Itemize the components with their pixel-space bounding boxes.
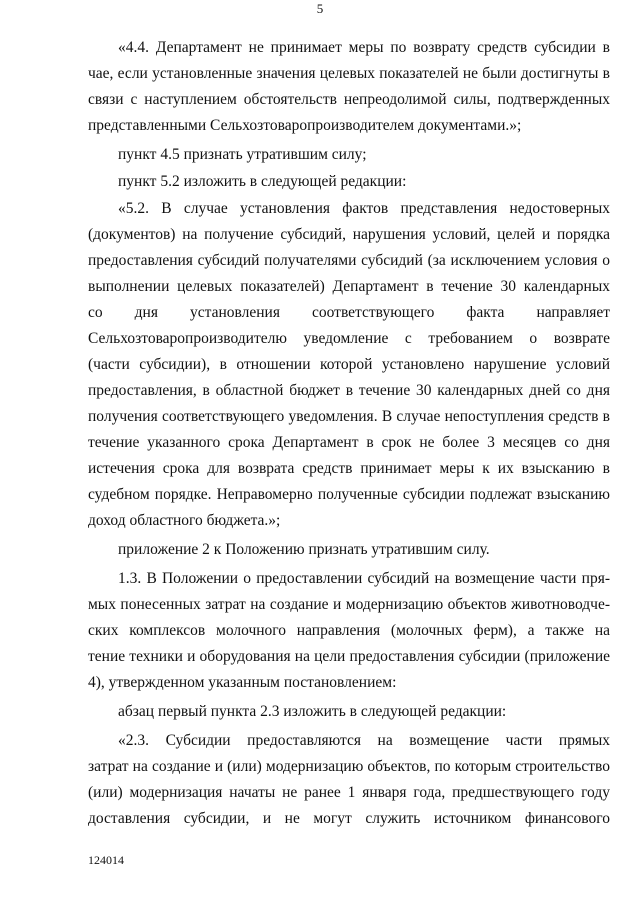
text-line: связи с наступлением обстоятельств непреодолимой силы, подтвержденных <box>88 91 610 108</box>
text-line: представленными Сельхозтоваропроизводителем документами.»; <box>88 117 522 134</box>
text-line: Сельхозтоваропроизводителю уведомление с требованием о возврате <box>88 330 610 347</box>
text-line: судебном порядке. Неправомерно полученные субсидии подлежат взысканию <box>88 486 610 503</box>
text-line: доход областного бюджета.»; <box>88 512 281 529</box>
page-number: 5 <box>316 1 324 16</box>
text-line: 4), утвержденном указанным постановлением: <box>88 674 397 691</box>
text-line: доставления субсидии, и не могут служить источником финансового <box>88 810 610 827</box>
text-line: истечения срока для возврата средств принимает меры к их взысканию в <box>88 460 610 477</box>
text-line: пункт 4.5 признать утратившим силу; <box>118 146 367 163</box>
document-code: 124014 <box>88 853 124 867</box>
text-line: тение техники и оборудования на цели предоставления субсидии (приложение <box>88 648 610 665</box>
text-line: со дня установления соответствующего факта направляет <box>88 304 610 321</box>
text-line: (части субсидии), в отношении которой установлено нарушение условий <box>88 356 610 373</box>
text-line: предоставления субсидий получателями субсидий (за исключением условия о <box>88 252 610 269</box>
text-line: абзац первый пункта 2.3 изложить в следующей редакции: <box>118 703 507 720</box>
text-line: пункт 5.2 изложить в следующей редакции: <box>118 173 407 190</box>
text-line: ских комплексов молочного направления (молочных ферм), а также на <box>88 622 610 639</box>
text-line: затрат на создание и (или) модернизацию объектов, по которым строительство <box>88 758 610 775</box>
text-line: мых понесенных затрат на создание и модернизацию объектов животноводче- <box>88 596 610 613</box>
text-line: предоставления, в областной бюджет в течение 30 календарных дней со дня <box>88 382 610 399</box>
text-line: приложение 2 к Положению признать утратившим силу. <box>118 541 490 558</box>
text-line: «5.2. В случае установления фактов представления недостоверных <box>118 200 610 217</box>
text-line: (или) модернизация начаты не ранее 1 января года, предшествующего году <box>88 784 610 801</box>
text-line: «4.4. Департамент не принимает меры по возврату средств субсидии в <box>118 39 610 56</box>
text-line: чае, если установленные значения целевых показателей не были достигнуты в <box>88 65 610 82</box>
text-line: течение указанного срока Департамент в срок не более 3 месяцев со дня <box>88 434 610 451</box>
text-line: 1.3. В Положении о предоставлении субсидий на возмещение части пря- <box>118 570 610 587</box>
text-line: получения соответствующего уведомления. В случае непоступления средств в <box>88 408 610 425</box>
text-line: выполнении целевых показателей) Департамент в течение 30 календарных <box>88 278 610 295</box>
text-line: (документов) на получение субсидий, нарушения условий, целей и порядка <box>88 226 610 243</box>
text-line: «2.3. Субсидии предоставляются на возмещение части прямых <box>118 732 610 749</box>
